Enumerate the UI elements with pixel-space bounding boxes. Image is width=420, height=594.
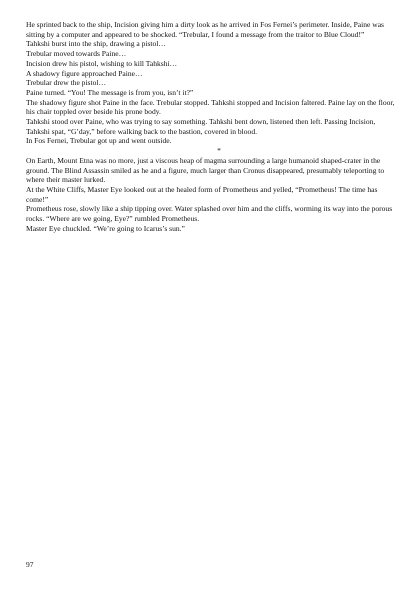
paragraph: Tahkshi burst into the ship, drawing a pistol… <box>26 39 166 49</box>
paragraph: A shadowy figure approached Paine… <box>26 68 143 78</box>
page-body <box>26 20 398 233</box>
scene-separator: * <box>217 146 221 156</box>
paragraph: Master Eye chuckled. “We’re going to Icarus’s sun.” <box>26 223 185 233</box>
paragraph: At the White Cliffs, Master Eye looked out at the healed form of Prometheus and yelled, “Prometheus! The time has come!” <box>26 184 378 204</box>
paragraph: The shadowy figure shot Paine in the face. Trebular stopped. Tahkshi stopped and Incision faltered. Paine lay on the floor, his chair toppled over beside his prone body. <box>26 97 395 117</box>
page-number: 97 <box>26 560 34 569</box>
paragraph: In Fos Fernei, Trebular got up and went outside. <box>26 136 172 146</box>
paragraph: Trebular drew the pistol… <box>26 78 107 88</box>
paragraph: Trebular moved towards Paine… <box>26 49 127 59</box>
paragraph: He sprinted back to the ship, Incision giving him a dirty look as he arrived in Fos Fernei’s perimeter. Inside, Paine was sitting by a computer and appeared to be shocked. “Trebular, I found a message from the traitor to Blue Cloud!” <box>26 20 384 39</box>
paragraph: Tahkshi stood over Paine, who was trying to say something. Tahkshi bent down, listened then left. Passing Incision, Tahkshi spat, “G’day,” before walking back to the bastion, covered in blood. <box>26 117 376 136</box>
paragraph: Prometheus rose, slowly like a ship tipping over. Water splashed over him and the cliffs, worming its way into the porous rocks. “Where are we going, Eye?” rumbled Prometheus. <box>26 204 393 224</box>
paragraph: On Earth, Mount Etna was no more, just a viscous heap of magma surrounding a large humanoid shaped-crater in the ground. The Blind Assassin smiled as he and a figure, much larger than Cronus disappeared, presumably teleporting to where their master lurked. <box>26 155 385 185</box>
paragraph: Incision drew his pistol, wishing to kill Tahkshi… <box>26 58 178 68</box>
paragraph: Paine turned. “You! The message is from you, isn’t it?” <box>26 87 194 97</box>
